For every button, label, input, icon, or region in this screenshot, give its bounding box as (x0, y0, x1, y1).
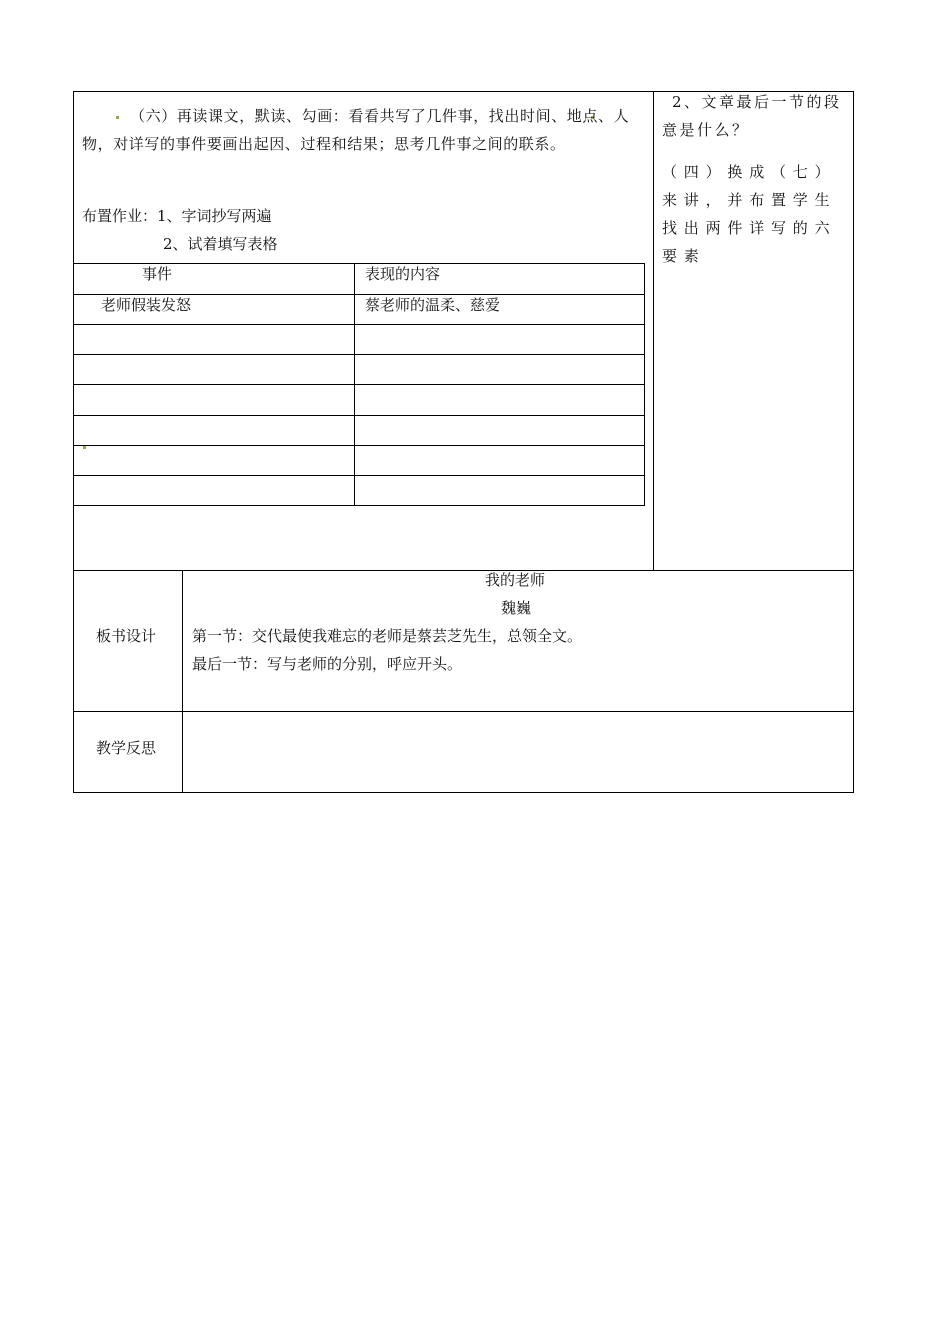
lesson-step-six-text: （六）再读课文，默读、勾画：看看共写了几件事，找出时间、地点、人物，对详写的事件要画出起因、过程和结果；思考几件事之间的联系。 (82, 107, 630, 153)
table-header-content: 表现的内容 (365, 265, 441, 283)
row-divider-2 (73, 711, 854, 712)
homework-line-2: 2、试着填写表格 (163, 235, 278, 253)
reflection-label: 教学反思 (96, 739, 157, 757)
inner-row-line (73, 415, 645, 416)
decorative-dot (83, 446, 86, 449)
teaching-note (662, 158, 846, 270)
board-design-label: 板书设计 (96, 627, 157, 645)
question-two-text: 2、文章最后一节的段意是什么？ (662, 93, 842, 139)
inner-bottom (73, 505, 645, 506)
table-cell-event: 老师假装发怒 (101, 296, 192, 314)
inner-col-divider (354, 263, 355, 506)
inner-right-border (644, 263, 645, 506)
outer-bottom-border (73, 792, 854, 793)
table-cell-content: 蔡老师的温柔、慈爱 (365, 296, 501, 314)
inner-row-line (73, 475, 645, 476)
teaching-note-text: （四）换成（七）来讲，并布置学生找出两件详写的六要素 (662, 163, 837, 265)
board-title: 我的老师 (485, 571, 546, 589)
board-author: 魏巍 (501, 599, 532, 617)
inner-row-line (73, 324, 645, 325)
inner-row-line (73, 384, 645, 385)
outer-right-border (853, 91, 854, 793)
homework-line-1: 布置作业：1、字词抄写两遍 (82, 207, 272, 225)
row-divider-1 (73, 570, 854, 571)
inner-row-line (73, 354, 645, 355)
question-two (662, 88, 846, 144)
board-line-1: 第一节：交代最使我难忘的老师是蔡芸芝先生，总领全文。 (192, 627, 583, 645)
outer-left-border (73, 91, 74, 793)
label-column-divider (182, 570, 183, 792)
inner-row-line (73, 445, 645, 446)
lesson-step-six (82, 102, 646, 158)
right-column-divider (653, 91, 654, 570)
table-header-event: 事件 (142, 265, 173, 283)
board-line-2: 最后一节：写与老师的分别，呼应开头。 (192, 655, 463, 673)
